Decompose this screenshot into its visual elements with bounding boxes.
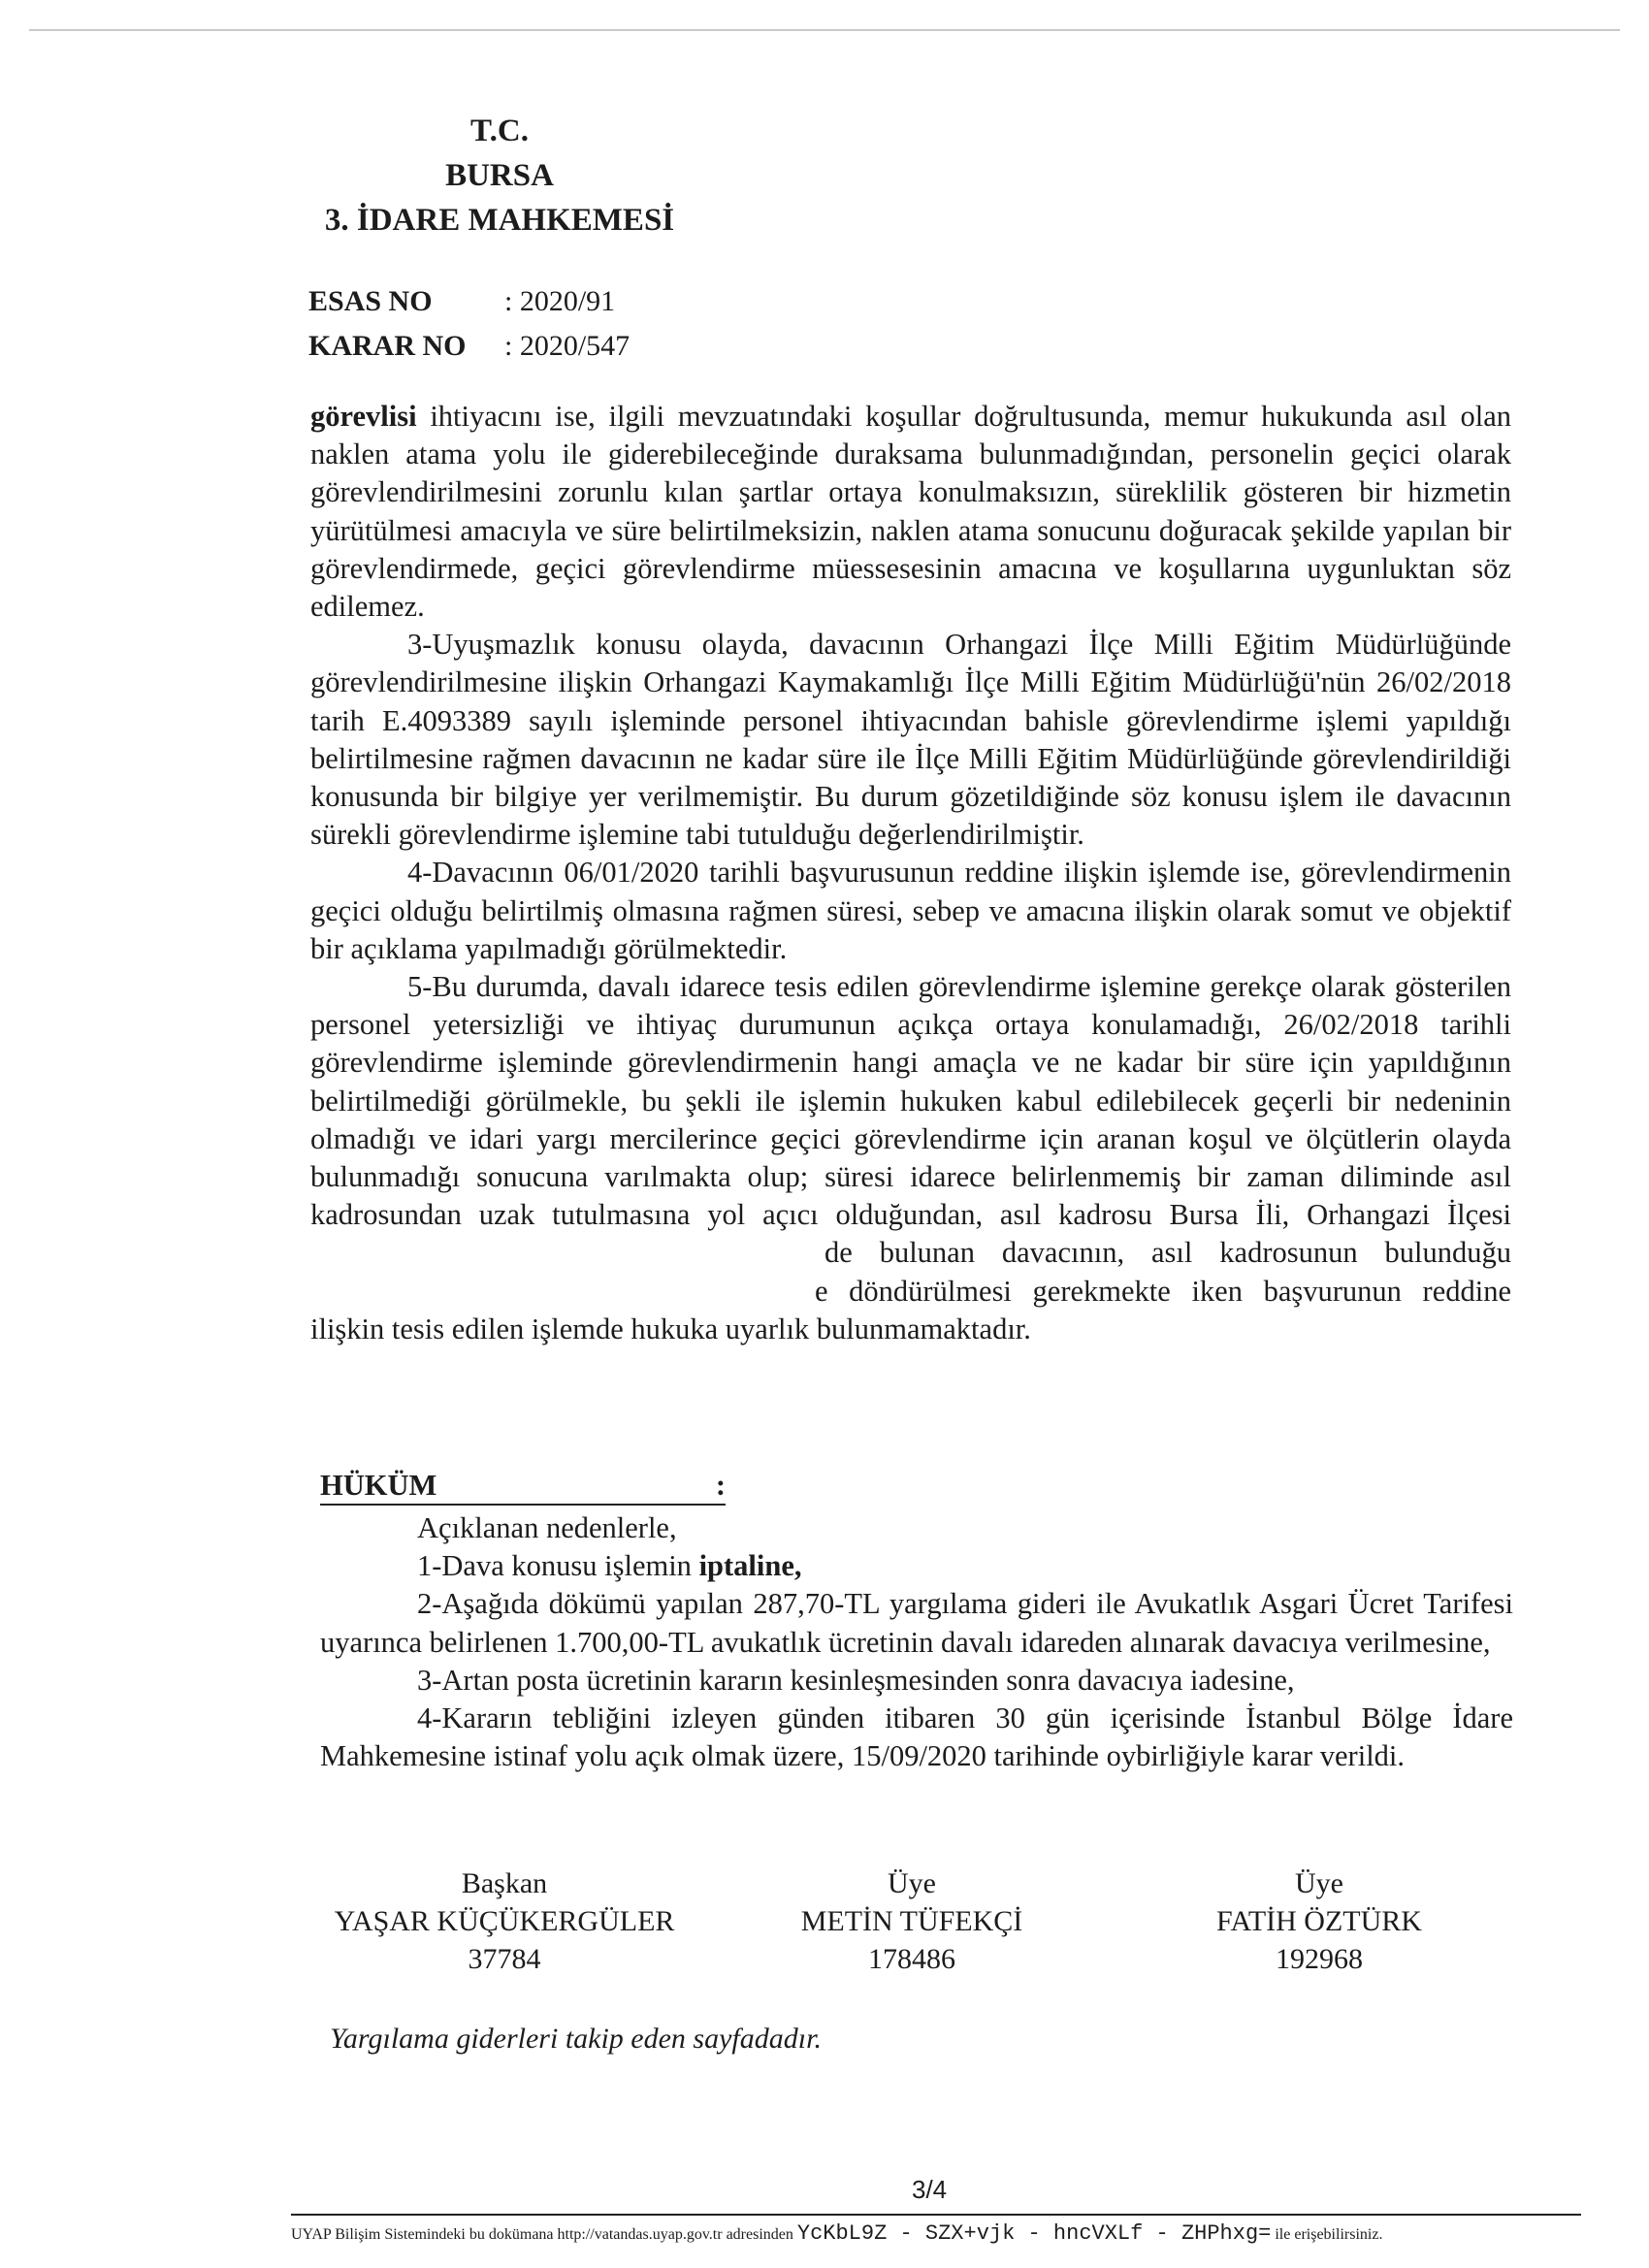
page-number: 3/4 (912, 2175, 948, 2204)
verdict-item-1-bold: iptaline, (698, 1549, 802, 1583)
reasoning-text (310, 398, 1511, 1348)
verdict-item-2: 2-Aşağıda dökümü yapılan 287,70-TL yargılama gideri ile Avukatlık Asgari Ücret Tarifesi uyarınca belirlenen 1.700,00-TL avukatlık ücretinin davalı idareden alınarak davacıya verilmesine, (320, 1587, 1513, 1659)
signer-role: Üye (1295, 1867, 1343, 1899)
signer-number: 178486 (868, 1943, 955, 1975)
verdict-heading (320, 1467, 726, 1506)
verdict-intro: Açıklanan nedenlerle, (417, 1511, 677, 1544)
court-header (320, 109, 679, 243)
signer-member-1 (737, 1864, 1086, 1978)
case-numbers (308, 279, 630, 369)
followup-note: Yargılama giderleri takip eden sayfadadır. (330, 2023, 822, 2055)
karar-label: KARAR NO (308, 330, 467, 362)
verdict-item-3: 3-Artan posta ücretinin kararın kesinleşmesinden sonra davacıya iadesine, (417, 1663, 1295, 1697)
paragraph-4: 4-Davacının 06/01/2020 tarihli başvurusunun reddine ilişkin işlemde ise, görevlendirmenin geçici olduğu belirtilmiş olmasına rağmen süresi, sebep ve amacına ilişkin olarak somut ve objektif bir açıklama yapılmadığı görülmektedir. (310, 856, 1511, 965)
verdict-section (320, 1467, 1513, 1775)
verdict-item-1-text: 1-Dava konusu işlemin (417, 1549, 699, 1583)
signer-number: 37784 (468, 1943, 541, 1975)
karar-row (308, 324, 630, 369)
verdict-item-4: 4-Kararın tebliğini izleyen günden itibaren 30 gün içerisinde İstanbul Bölge İdare Mahkemesine istinaf yolu açık olmak üzere, 15/09/2020 tarihinde oybirliğiyle karar verildi. (320, 1701, 1513, 1773)
header-city: BURSA (445, 158, 554, 193)
paragraph-5 (310, 968, 1511, 1348)
paragraph-3: 3-Uyuşmazlık konusu olayda, davacının Orhangazi İlçe Milli Eğitim Müdürlüğünde görevlendirilmesine ilişkin Orhangazi Kaymakamlığı İlçe Milli Eğitim Müdürlüğü'nün 26/02/2018 tarih E.4093389 sayılı işleminde personel ihtiyacından bahisle görevlendirme işlemi yapıldığı belirtilmesine rağmen davacının ne kadar süre ile İlçe Milli Eğitim Müdürlüğünde görevlendirildiği konusunda bir bilgiye yer verilmemiştir. Bu durum gözetildiğinde söz konusu işlem ile davacının sürekli görevlendirme işlemine tabi tutulduğu değerlendirilmiştir. (310, 628, 1511, 852)
scan-edge-line (29, 29, 1620, 31)
verdict-heading-text: HÜKÜM (320, 1469, 437, 1502)
paragraph-5-part-c: e döndürülmesi gerekmekte iken başvurunun reddine ilişkin tesis edilen işlemde hukuka uyarlık bulunmamaktadır. (310, 1274, 1511, 1345)
esas-label: ESAS NO (308, 285, 433, 317)
footer-verification (291, 2221, 1581, 2246)
paragraph-continuation (310, 398, 1511, 626)
footer-prefix: UYAP Bilişim Sistemindeki bu dokümana http://vatandas.uyap.gov.tr adresinden (291, 2226, 793, 2243)
signer-role: Başkan (461, 1867, 548, 1899)
footer-suffix: ile erişebilirsiniz. (1275, 2226, 1383, 2243)
verdict-item-1 (320, 1547, 1513, 1585)
signer-number: 192968 (1276, 1943, 1363, 1975)
paragraph-5-part-b: de bulunan davacının, asıl kadrosunun bulunduğu (824, 1236, 1511, 1270)
signature-block (330, 1864, 1494, 1978)
signer-member-2 (1145, 1864, 1494, 1978)
karar-value: : 2020/547 (504, 330, 630, 362)
signer-name: METİN TÜFEKÇİ (800, 1905, 1023, 1937)
footer-divider (291, 2214, 1581, 2216)
signer-name: YAŞAR KÜÇÜKERGÜLER (334, 1905, 675, 1937)
signer-president (330, 1864, 679, 1978)
esas-value: : 2020/91 (504, 285, 616, 317)
header-country: T.C. (470, 113, 529, 148)
paragraph-continuation-text: ihtiyacını ise, ilgili mevzuatındaki koşullar doğrultusunda, memur hukukunda asıl olan naklen atama yolu ile giderebileceğinde duraksama bulunmadığından, personelin geçici olarak görevlendirilmesini zorunlu kılan şartlar ortaya konulmaksızın, süreklilik gösteren bir hizmetin yürütülmesi amacıyla ve süre belirtilmeksizin, naklen atama sonucunu doğuracak şekilde yapılan bir görevlendirmede, geçici görevlendirme müessesesinin amacına ve koşullarına uygunluktan söz edilemez. (310, 400, 1511, 624)
signer-role: Üye (888, 1867, 936, 1899)
verdict-heading-colon: : (715, 1469, 726, 1502)
paragraph-lead-word: görevlisi (310, 400, 417, 433)
paragraph-5-part-a: 5-Bu durumda, davalı idarece tesis edilen görevlendirme işlemine gerekçe olarak gösterilen personel yetersizliği ve ihtiyaç durumunun açıkça ortaya konulamadığı, 26/02/2018 tarihli görevlendirme işleminde görevlendirmenin hangi amaçla ve ne kadar bir süre için yapıldığının belirtilmediği görülmekle, bu şekli ile işlemin hukuken kabul edilebilecek geçerli bir nedeninin olmadığı ve idari yargı mercilerince geçici görevlendirme için aranan koşul ve ölçütlerin olayda bulunmadığı sonucuna varılmakta olup; süresi idarece belirlenmemiş bir zaman diliminde asıl kadrosundan uzak tutulmasına yol açıcı olduğundan, asıl kadrosu Bursa İli, Orhangazi İlçesi (310, 970, 1511, 1232)
signer-name: FATİH ÖZTÜRK (1216, 1905, 1422, 1937)
footer-access-code: YcKbL9Z - SZX+vjk - hncVXLf - ZHPhxg= (796, 2221, 1272, 2246)
header-court: 3. İDARE MAHKEMESİ (324, 203, 675, 238)
esas-row (308, 279, 630, 324)
